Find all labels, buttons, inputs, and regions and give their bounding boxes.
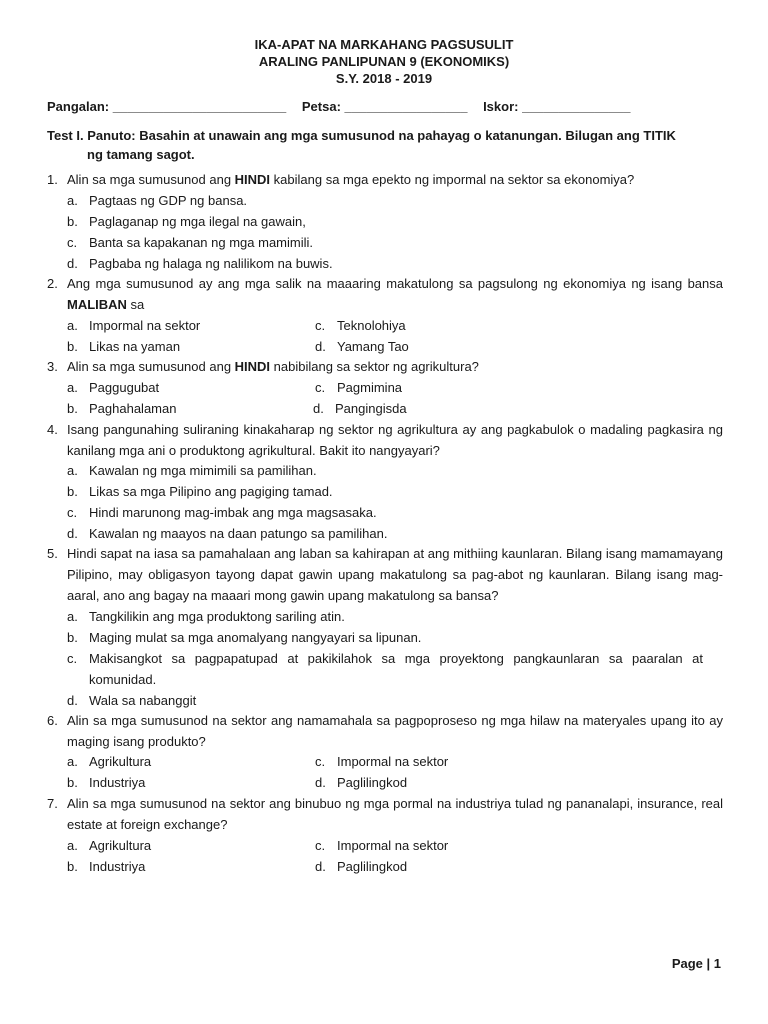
option-a[interactable]: a. Agrikultura xyxy=(67,838,152,853)
question-3 xyxy=(47,356,723,377)
name-field: Pangalan: ________________________ xyxy=(47,99,287,114)
option-b[interactable]: b. Likas sa mga Pilipino ang pagiging tamad. xyxy=(67,484,333,499)
question-number: 1. xyxy=(47,172,58,187)
option-d[interactable]: d. Yamang Tao xyxy=(315,339,409,354)
option-b[interactable]: b. Paglaganap ng mga ilegal na gawain, xyxy=(67,214,306,229)
question-text: Isang pangunahing suliraning kinakaharap ng sektor ng agrikultura ay ang pagkabulok o madaling pagkasira ng kanilang mga ani o produktong agrikultural. Bakit ito nangyayari? xyxy=(67,422,723,458)
emphasis: MALIBAN xyxy=(67,297,127,312)
question-text: Hindi sapat na iasa sa pamahalaan ang laban sa kahirapan at ang mithiing kaunlaran. Bilang isang mamamayang Pilipino, may obligasyon tayong dapat gawin upang makatulong sa pag-abot ng kaunlaran. Bilang isang mag-aaral, ano ang bagay na maaari mong gawin upang makatulong sa bansa? xyxy=(67,546,723,603)
emphasis: HINDI xyxy=(234,172,271,187)
question-text: Alin sa mga sumusunod na sektor ang namamahala sa pagpoproseso ng mga hilaw na materyales upang ito ay maging isang produkto? xyxy=(67,713,723,749)
exam-title: IKA-APAT NA MARKAHANG PAGSUSULIT xyxy=(254,37,514,52)
question-number: 7. xyxy=(47,796,58,811)
score-field: Iskor: _______________ xyxy=(483,99,631,114)
option-d[interactable]: d. Wala sa nabanggit xyxy=(67,693,197,708)
option-c[interactable]: c. Impormal na sektor xyxy=(315,838,449,853)
question-2 xyxy=(47,273,723,315)
question-number: 4. xyxy=(47,422,58,437)
option-d[interactable]: d. Paglilingkod xyxy=(315,775,408,790)
student-info-line xyxy=(47,99,631,114)
emphasis: HINDI xyxy=(234,359,271,374)
option-d[interactable]: d. Kawalan ng maayos na daan patungo sa pamilihan. xyxy=(67,526,388,541)
option-c[interactable]: c. Makisangkot sa pagpapatupad at pakikilahok sa mga proyektong pangkaunlaran sa paaralan at komunidad. xyxy=(67,651,703,687)
option-d[interactable]: d. Pagbaba ng halaga ng nalilikom na buwis. xyxy=(67,256,333,271)
option-b[interactable]: b. Industriya xyxy=(67,775,146,790)
option-a[interactable]: a. Tangkilikin ang mga produktong sariling atin. xyxy=(67,609,345,624)
question-text: Ang mga sumusunod ay ang mga salik na maaaring makatulong sa pagsulong ng ekonomiya ng isang bansa MALIBAN sa xyxy=(67,276,723,312)
option-a[interactable]: a. Impormal na sektor xyxy=(67,318,201,333)
school-year: S.Y. 2018 - 2019 xyxy=(335,71,433,86)
option-c[interactable]: c. Pagmimina xyxy=(315,380,403,395)
question-number: 2. xyxy=(47,276,58,291)
option-b[interactable]: b. Paghahalaman xyxy=(67,401,177,416)
option-d[interactable]: d. Paglilingkod xyxy=(315,859,408,874)
date-field: Petsa: _________________ xyxy=(301,99,468,114)
page-number: Page | 1 xyxy=(671,956,721,971)
option-c[interactable]: c. Impormal na sektor xyxy=(315,754,449,769)
option-d[interactable]: d. Pangingisda xyxy=(313,401,407,416)
option-b[interactable]: b. Industriya xyxy=(67,859,146,874)
exam-header xyxy=(0,36,768,87)
question-4 xyxy=(47,419,723,461)
option-c[interactable]: c. Banta sa kapakanan ng mga mamimili. xyxy=(67,235,314,250)
question-6 xyxy=(47,710,723,752)
option-a[interactable]: a. Agrikultura xyxy=(67,754,152,769)
instructions-line-1: Test I. Panuto: Basahin at unawain ang mga sumusunod na pahayag o katanungan. Bilugan ang TITIK xyxy=(47,128,676,143)
question-text: Alin sa mga sumusunod ang HINDI kabilang sa mga epekto ng impormal na sektor sa ekonomiya? xyxy=(67,172,635,187)
question-text: Alin sa mga sumusunod ang HINDI nabibilang sa sektor ng agrikultura? xyxy=(67,359,479,374)
question-number: 5. xyxy=(47,546,58,561)
question-1 xyxy=(47,169,723,190)
question-number: 3. xyxy=(47,359,58,374)
option-b[interactable]: b. Likas na yaman xyxy=(67,339,181,354)
question-text: Alin sa mga sumusunod na sektor ang binubuo ng mga pormal na industriya tulad ng pananalapi, insurance, real estate at foreign exchange? xyxy=(67,796,723,832)
option-a[interactable]: a. Pagtaas ng GDP ng bansa. xyxy=(67,193,248,208)
option-b[interactable]: b. Maging mulat sa mga anomalyang nangyayari sa lipunan. xyxy=(67,630,422,645)
option-c[interactable]: c. Teknolohiya xyxy=(315,318,406,333)
option-c[interactable]: c. Hindi marunong mag-imbak ang mga magsasaka. xyxy=(67,505,377,520)
option-a[interactable]: a. Kawalan ng mga mimimili sa pamilihan. xyxy=(67,463,317,478)
test-instructions xyxy=(47,126,727,164)
question-5 xyxy=(47,543,723,606)
question-7 xyxy=(47,793,723,835)
option-a[interactable]: a. Paggugubat xyxy=(67,380,160,395)
question-number: 6. xyxy=(47,713,58,728)
instructions-line-2: ng tamang sagot. xyxy=(87,147,195,162)
exam-subject: ARALING PANLIPUNAN 9 (EKONOMIKS) xyxy=(258,54,510,69)
